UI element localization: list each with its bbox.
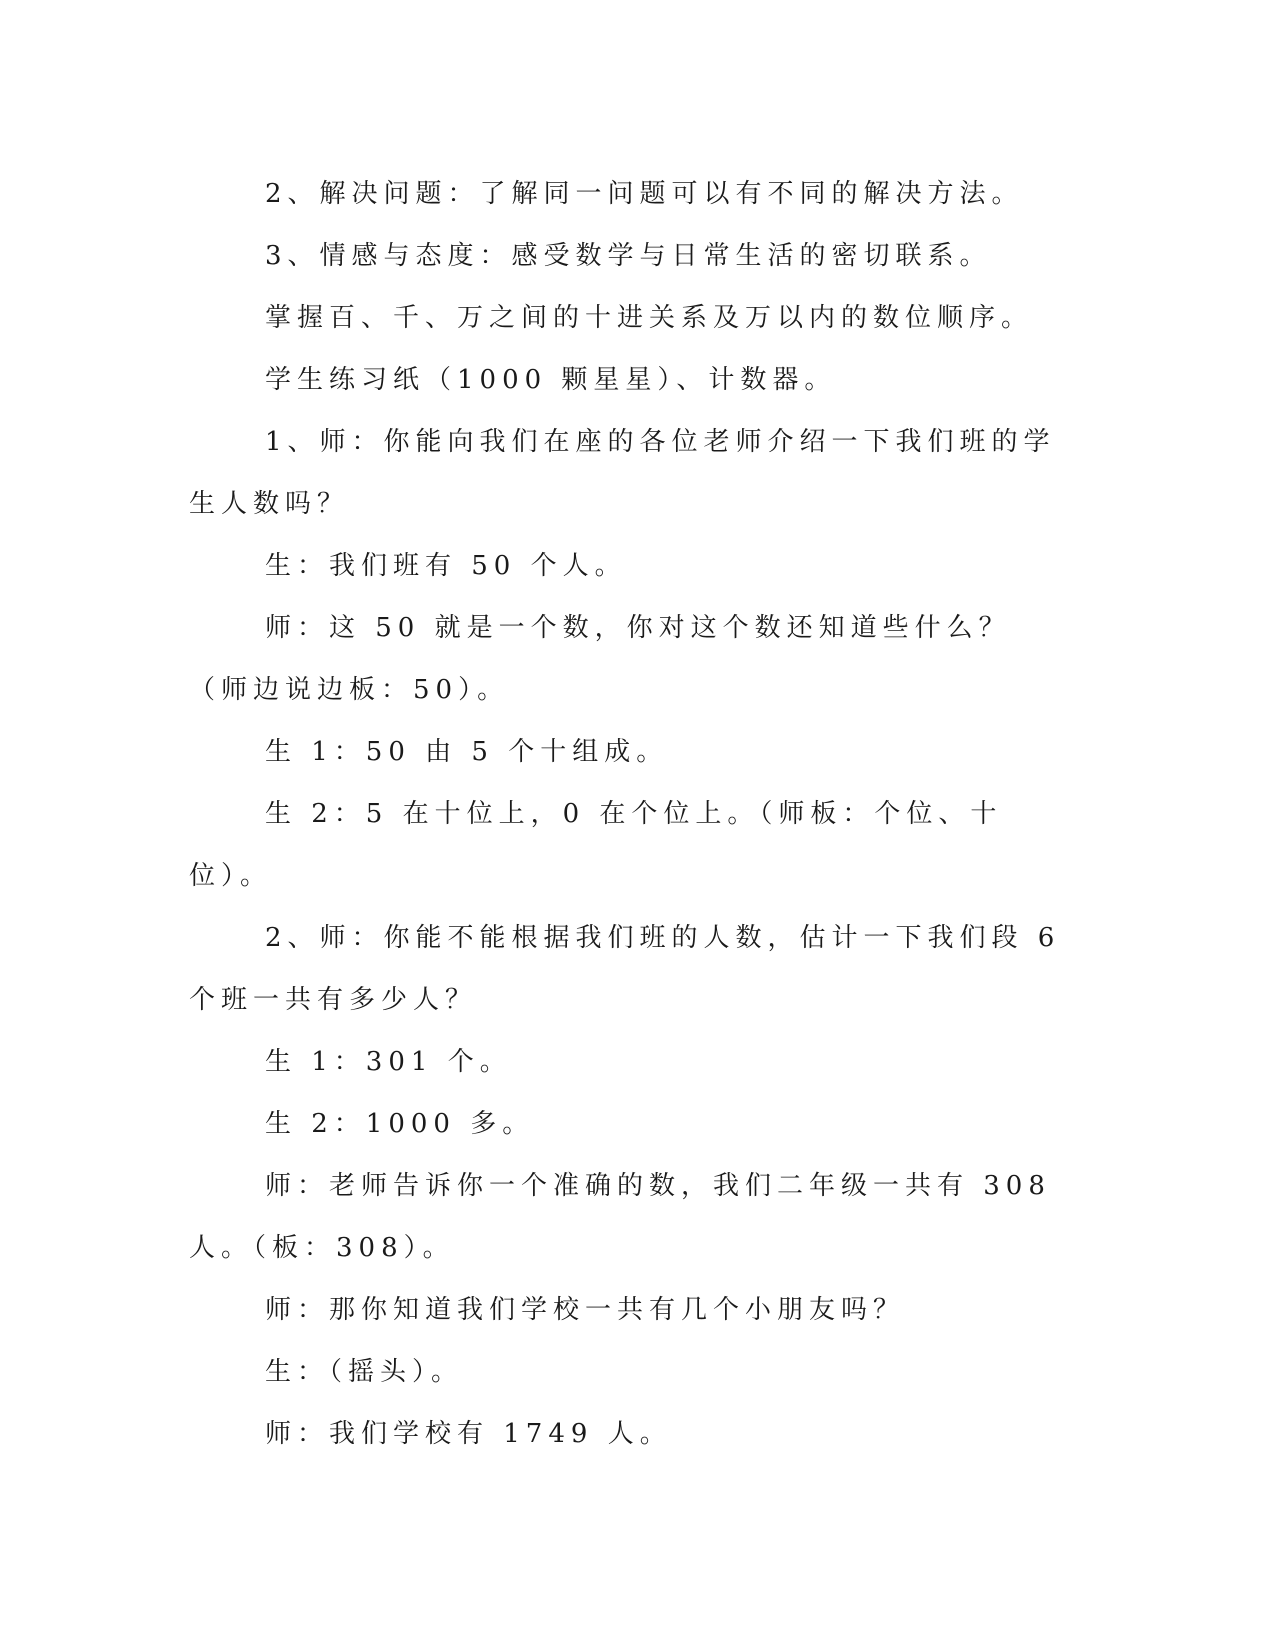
paragraph-teacher-question-1: 1、师：你能向我们在座的各位老师介绍一下我们班的学生人数吗？ [189, 427, 1056, 519]
paragraph-teacher-question-3: 2、师：你能不能根据我们班的人数，估计一下我们段 6 个班一共有多少人？ [189, 923, 1061, 1015]
paragraph-teacher-question-2: 师：这 50 就是一个数，你对这个数还知道些什么？（师边说边板：50）。 [189, 613, 1011, 705]
paragraph-teacher-exact-number: 师：老师告诉你一个准确的数，我们二年级一共有 308 人。（板：308）。 [189, 1171, 1051, 1263]
paragraph-teacher-school-total: 师：我们学校有 1749 人。 [265, 1419, 672, 1449]
paragraph-objective-emotion-attitude: 3、情感与态度：感受数学与日常生活的密切联系。 [265, 241, 992, 271]
paragraph-student-2-estimate: 生 2：1000 多。 [265, 1109, 535, 1139]
paragraph-teacher-question-4: 师：那你知道我们学校一共有几个小朋友吗？ [265, 1295, 906, 1325]
paragraph-objective-problem-solving: 2、解决问题：了解同一问题可以有不同的解决方法。 [265, 179, 1024, 209]
paragraph-student-shakes-head: 生：（摇头）。 [265, 1357, 464, 1387]
paragraph-student-2-answer: 生 2：5 在十位上，0 在个位上。（师板：个位、十位）。 [189, 799, 1003, 891]
paragraph-student-1-estimate: 生 1：301 个。 [265, 1047, 512, 1077]
document-body [189, 163, 1069, 1465]
paragraph-materials: 学生练习纸（1000 颗星星）、计数器。 [265, 365, 837, 395]
paragraph-student-answer-1: 生：我们班有 50 个人。 [265, 551, 627, 581]
paragraph-key-point: 掌握百、千、万之间的十进关系及万以内的数位顺序。 [265, 303, 1034, 333]
paragraph-student-1-answer: 生 1：50 由 5 个十组成。 [265, 737, 669, 767]
